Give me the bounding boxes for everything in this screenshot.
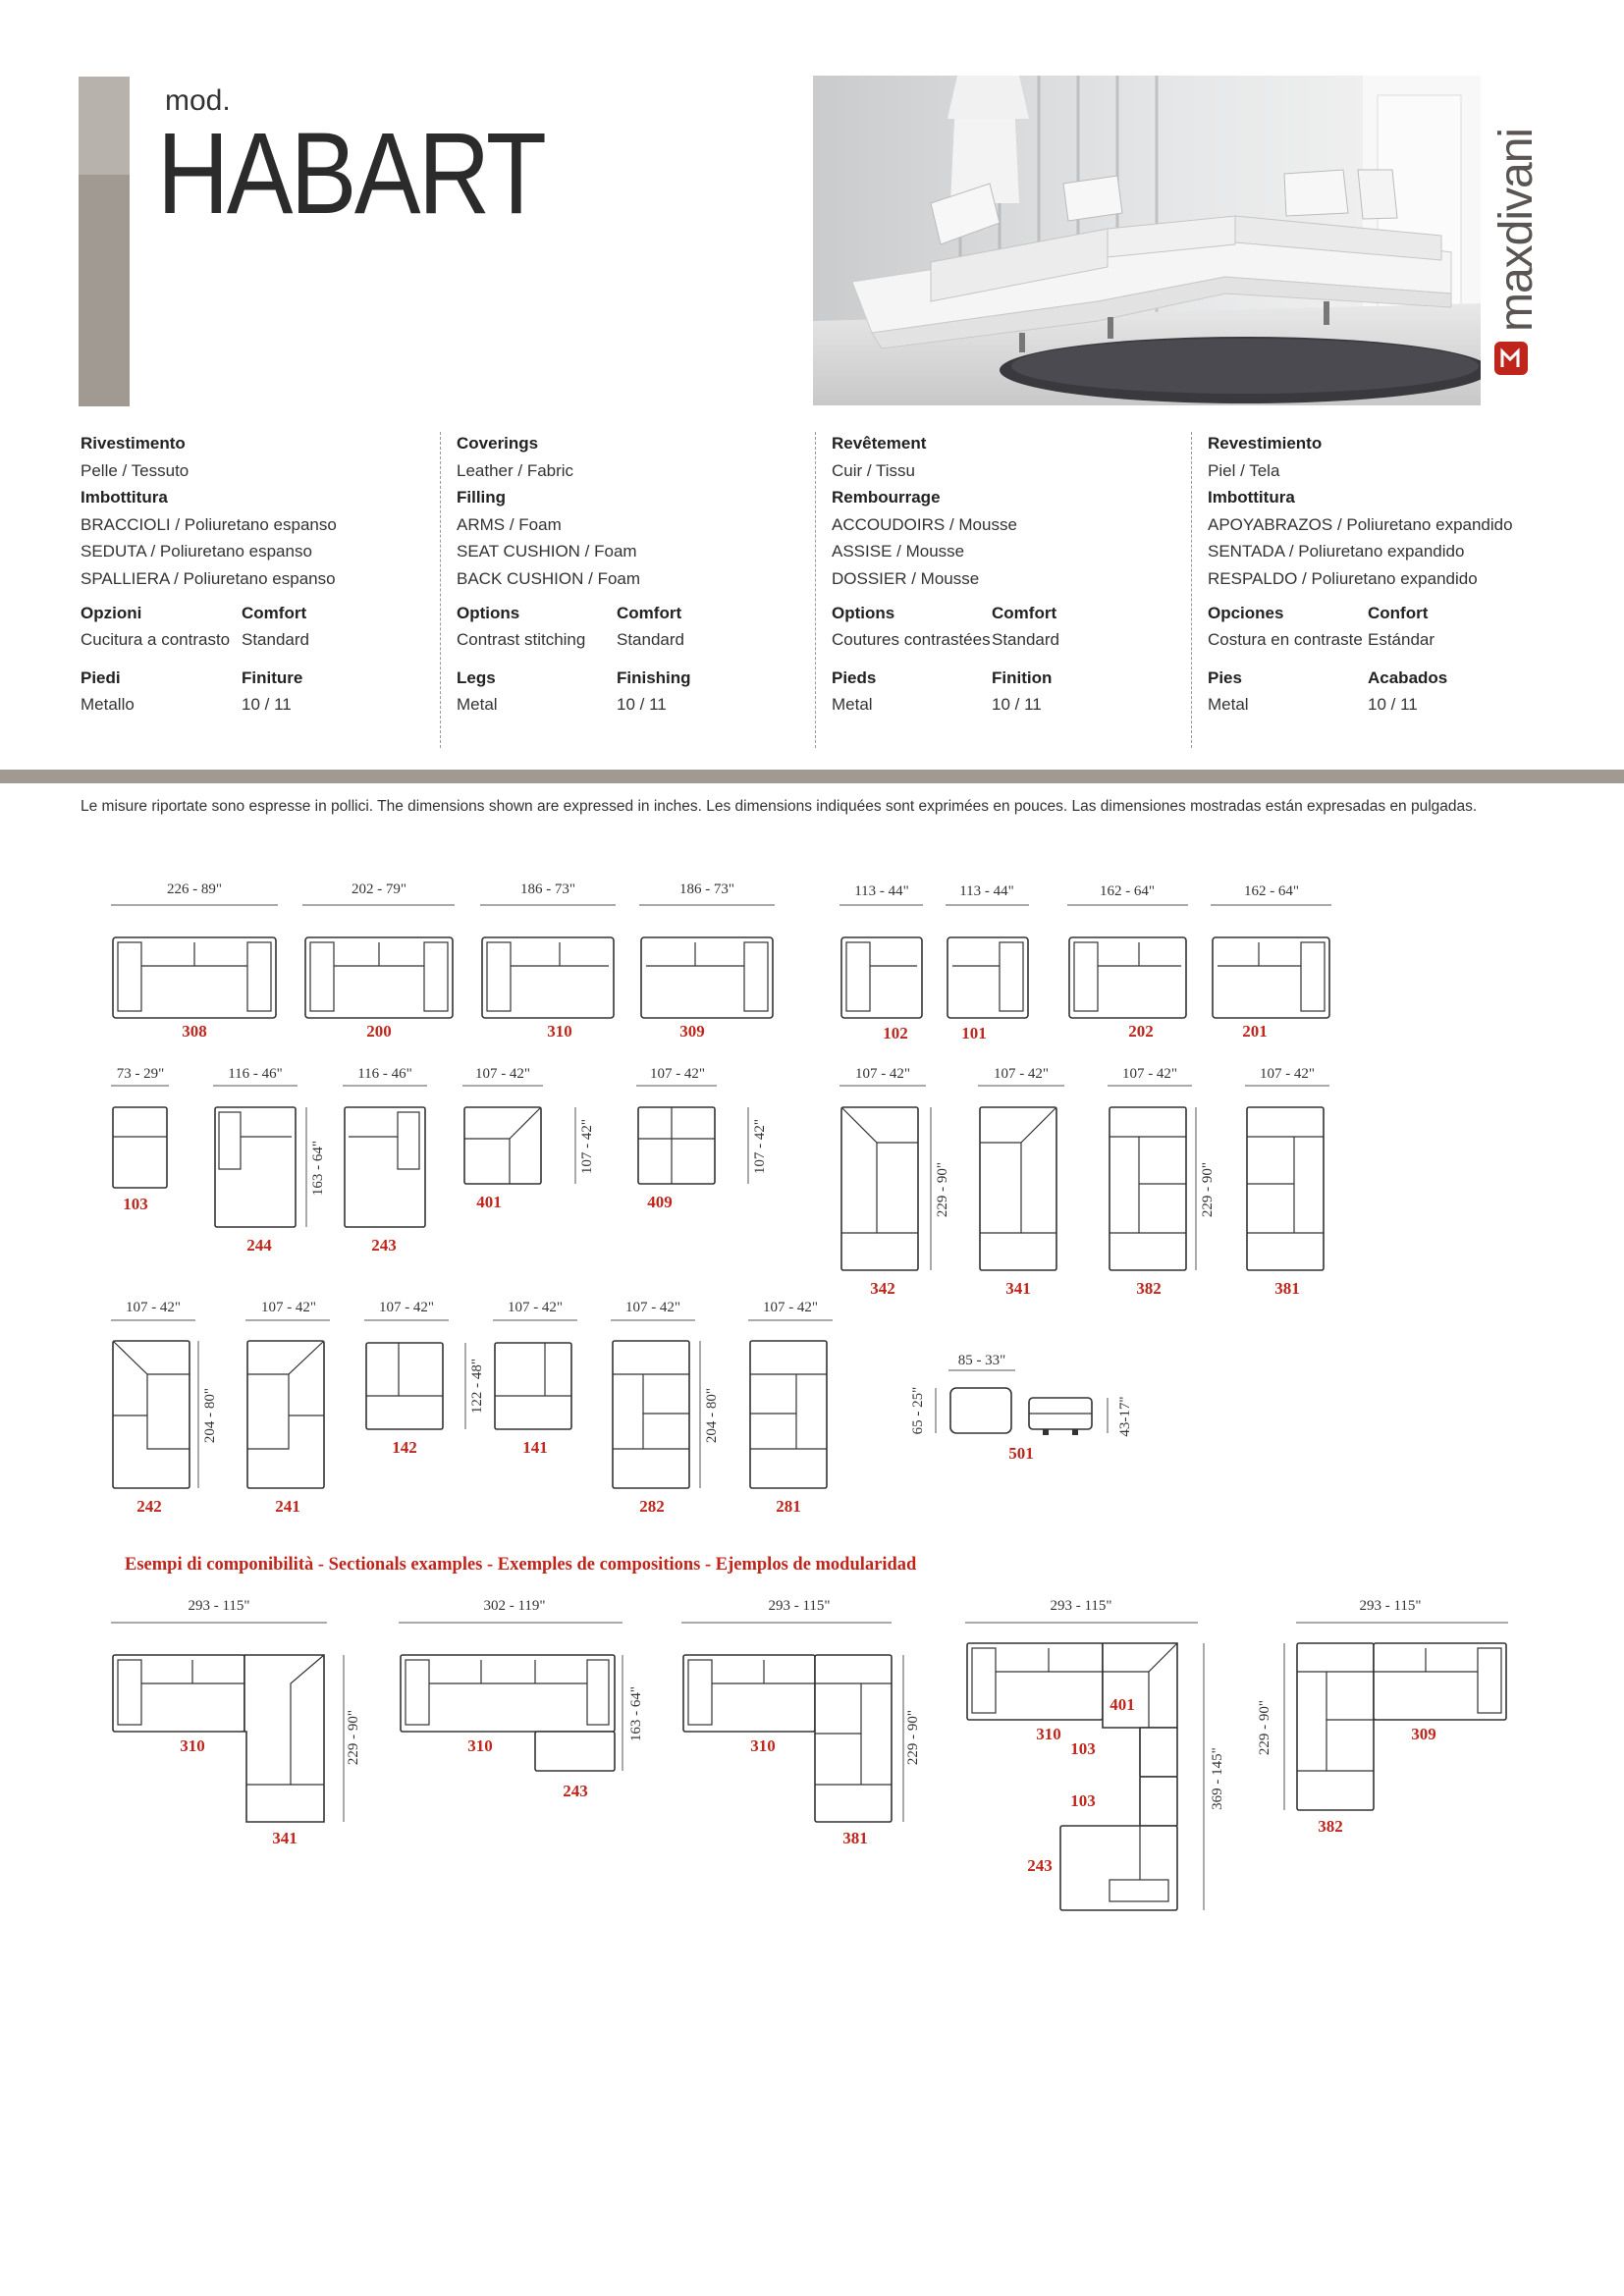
module-244 xyxy=(213,1066,298,1255)
legs-value: Metal xyxy=(457,695,498,715)
covering-title: Revêtement xyxy=(832,434,927,453)
module-code: 243 xyxy=(563,1782,588,1800)
example-3 xyxy=(681,1598,921,1847)
width-label: 107 - 42" xyxy=(1259,1066,1316,1082)
depth-label: 229 - 90" xyxy=(1257,1699,1272,1756)
options-value: Costura en contraste xyxy=(1208,630,1363,650)
width-label: 162 - 64" xyxy=(1099,883,1156,899)
finishing-title: Finition xyxy=(992,667,1053,687)
module-code: 310 xyxy=(467,1736,493,1755)
width-label: 116 - 46" xyxy=(228,1066,283,1082)
width-label: 293 - 115" xyxy=(188,1598,250,1614)
module-200 xyxy=(302,881,455,1041)
width-label: 107 - 42" xyxy=(854,1066,911,1082)
depth-label: 204 - 80" xyxy=(704,1387,720,1444)
filling-line: SEAT CUSHION / Foam xyxy=(457,542,637,561)
module-309 xyxy=(639,881,775,1041)
width-label: 202 - 79" xyxy=(351,881,407,897)
dimensions-notice: Le misure riportate sono espresse in pollici. The dimensions shown are expressed in inches. Les dimensions indiquées sont exprimées en pouces. Las dimensiones mostradas están expresadas en pulgadas. xyxy=(81,798,1478,815)
module-202 xyxy=(1067,883,1188,1041)
finishing-title: Finiture xyxy=(242,667,303,687)
module-code: 382 xyxy=(1136,1279,1162,1298)
module-282 xyxy=(611,1300,720,1516)
options-value: Coutures contrastées xyxy=(832,630,991,650)
filling-line: ACCOUDOIRS / Mousse xyxy=(832,514,1017,534)
filling-line: ARMS / Foam xyxy=(457,514,562,534)
legs-value: Metallo xyxy=(81,695,135,715)
covering-value: Pelle / Tessuto xyxy=(81,460,189,480)
width-label: 107 - 42" xyxy=(993,1066,1050,1082)
module-code: 382 xyxy=(1318,1817,1343,1836)
width-label: 293 - 115" xyxy=(1050,1598,1112,1614)
width-label: 302 - 119" xyxy=(483,1598,546,1614)
depth-label: 204 - 80" xyxy=(202,1387,218,1444)
module-241 xyxy=(245,1300,330,1516)
module-code: 310 xyxy=(1036,1725,1061,1743)
comfort-title: Comfort xyxy=(992,603,1057,622)
width-label: 85 - 33" xyxy=(957,1353,1006,1368)
depth-label: 65 - 25" xyxy=(910,1386,926,1435)
legs-title: Pies xyxy=(1208,667,1242,687)
width-label: 107 - 42" xyxy=(649,1066,706,1082)
module-101 xyxy=(946,883,1029,1042)
options-title: Options xyxy=(832,603,895,622)
finishing-value: 10 / 11 xyxy=(617,695,667,715)
module-code: 309 xyxy=(679,1022,705,1041)
module-code: 309 xyxy=(1411,1725,1436,1743)
module-381 xyxy=(1245,1066,1329,1298)
module-code: 281 xyxy=(776,1497,801,1516)
module-code: 241 xyxy=(275,1497,300,1516)
covering-value: Cuir / Tissu xyxy=(832,460,916,480)
width-label: 293 - 115" xyxy=(1359,1598,1422,1614)
width-label: 226 - 89" xyxy=(166,881,223,897)
legs-title: Pieds xyxy=(832,667,877,687)
module-342 xyxy=(839,1066,950,1298)
width-label: 293 - 115" xyxy=(768,1598,831,1614)
filling-line: SENTADA / Poliuretano expandido xyxy=(1208,542,1465,561)
module-code: 142 xyxy=(392,1438,417,1457)
filling-line: DOSSIER / Mousse xyxy=(832,568,980,588)
width-label: 107 - 42" xyxy=(1121,1066,1178,1082)
module-281 xyxy=(748,1300,833,1516)
module-501 xyxy=(910,1353,1133,1463)
width-label: 113 - 44" xyxy=(959,883,1014,899)
height-label: 43-17" xyxy=(1117,1396,1133,1437)
module-code: 101 xyxy=(961,1024,987,1042)
covering-title: Coverings xyxy=(457,434,539,453)
module-code: 381 xyxy=(1274,1279,1300,1298)
module-code: 310 xyxy=(750,1736,776,1755)
legs-title: Legs xyxy=(457,667,496,687)
comfort-value: Standard xyxy=(242,630,309,650)
module-code: 401 xyxy=(476,1193,502,1211)
covering-title: Rivestimento xyxy=(81,434,186,453)
module-code: 310 xyxy=(547,1022,572,1041)
depth-label: 369 - 145" xyxy=(1210,1747,1225,1810)
module-code: 242 xyxy=(136,1497,162,1516)
width-label: 113 - 44" xyxy=(854,883,909,899)
depth-label: 163 - 64" xyxy=(628,1685,644,1742)
legs-value: Metal xyxy=(1208,695,1249,715)
module-409 xyxy=(636,1066,768,1211)
depth-label: 229 - 90" xyxy=(935,1161,950,1218)
model-name: HABART xyxy=(157,109,545,239)
options-title: Options xyxy=(457,603,520,622)
covering-title: Revestimiento xyxy=(1208,434,1323,453)
legs-value: Metal xyxy=(832,695,873,715)
width-label: 73 - 29" xyxy=(116,1066,165,1082)
comfort-value: Estándar xyxy=(1368,630,1435,650)
example-2 xyxy=(399,1598,644,1800)
depth-label: 122 - 48" xyxy=(469,1358,485,1415)
comfort-title: Comfort xyxy=(617,603,682,622)
covering-value: Leather / Fabric xyxy=(457,460,574,480)
module-201 xyxy=(1211,883,1331,1041)
options-title: Opciones xyxy=(1208,603,1284,622)
filling-line: BRACCIOLI / Poliuretano espanso xyxy=(81,514,337,534)
module-code: 501 xyxy=(1008,1444,1034,1463)
width-label: 107 - 42" xyxy=(507,1300,564,1315)
width-label: 186 - 73" xyxy=(678,881,735,897)
module-code: 341 xyxy=(272,1829,298,1847)
width-label: 107 - 42" xyxy=(378,1300,435,1315)
filling-line: SEDUTA / Poliuretano espanso xyxy=(81,542,312,561)
module-code: 401 xyxy=(1110,1695,1135,1714)
width-label: 107 - 42" xyxy=(125,1300,182,1315)
filling-line: SPALLIERA / Poliuretano espanso xyxy=(81,568,336,588)
filling-line: ASSISE / Mousse xyxy=(832,542,965,561)
module-103 xyxy=(111,1066,169,1213)
depth-label: 229 - 90" xyxy=(905,1709,921,1766)
module-code: 103 xyxy=(1070,1739,1096,1758)
comfort-title: Comfort xyxy=(242,603,307,622)
comfort-value: Standard xyxy=(992,630,1059,650)
module-code: 202 xyxy=(1128,1022,1154,1041)
legs-title: Piedi xyxy=(81,667,121,687)
module-code: 342 xyxy=(870,1279,895,1298)
options-value: Cucitura a contrasto xyxy=(81,630,231,650)
finishing-value: 10 / 11 xyxy=(1368,695,1418,715)
filling-title: Filling xyxy=(457,488,507,507)
depth-label: 107 - 42" xyxy=(752,1118,768,1175)
comfort-value: Standard xyxy=(617,630,684,650)
depth-label: 107 - 42" xyxy=(579,1118,595,1175)
depth-label: 229 - 90" xyxy=(346,1709,361,1766)
module-141 xyxy=(493,1300,577,1457)
example-4 xyxy=(965,1598,1225,1910)
module-code: 103 xyxy=(1070,1791,1096,1810)
example-1 xyxy=(111,1598,361,1847)
options-value: Contrast stitching xyxy=(457,630,586,650)
module-code: 243 xyxy=(371,1236,397,1255)
module-code: 200 xyxy=(366,1022,392,1041)
options-title: Opzioni xyxy=(81,603,142,622)
filling-line: APOYABRAZOS / Poliuretano expandido xyxy=(1208,514,1513,534)
module-243 xyxy=(306,1066,427,1255)
module-code: 409 xyxy=(647,1193,673,1211)
module-242 xyxy=(111,1300,218,1516)
module-code: 381 xyxy=(842,1829,868,1847)
width-label: 186 - 73" xyxy=(519,881,576,897)
depth-label: 163 - 64" xyxy=(310,1140,326,1197)
example-5 xyxy=(1257,1598,1508,1836)
module-102 xyxy=(839,883,923,1042)
module-code: 103 xyxy=(123,1195,148,1213)
module-401 xyxy=(462,1066,595,1211)
filling-line: BACK CUSHION / Foam xyxy=(457,568,641,588)
module-code: 308 xyxy=(182,1022,207,1041)
width-label: 107 - 42" xyxy=(762,1300,819,1315)
module-308 xyxy=(111,881,278,1041)
module-code: 102 xyxy=(883,1024,908,1042)
module-code: 243 xyxy=(1027,1856,1053,1875)
filling-line: RESPALDO / Poliuretano expandido xyxy=(1208,568,1478,588)
covering-value: Piel / Tela xyxy=(1208,460,1280,480)
filling-title: Imbottitura xyxy=(81,488,168,507)
width-label: 107 - 42" xyxy=(260,1300,317,1315)
mod-label: mod. xyxy=(165,84,231,117)
width-label: 107 - 42" xyxy=(624,1300,681,1315)
module-code: 310 xyxy=(180,1736,205,1755)
module-382 xyxy=(1108,1066,1216,1298)
filling-title: Rembourrage xyxy=(832,488,941,507)
module-code: 282 xyxy=(639,1497,665,1516)
module-code: 201 xyxy=(1242,1022,1268,1041)
width-label: 116 - 46" xyxy=(357,1066,412,1082)
comfort-title: Confort xyxy=(1368,603,1429,622)
module-341 xyxy=(978,1066,1064,1298)
width-label: 162 - 64" xyxy=(1243,883,1300,899)
module-code: 141 xyxy=(522,1438,548,1457)
finishing-value: 10 / 11 xyxy=(242,695,292,715)
examples-title: Esempi di componibilità - Sectionals examples - Exemples de compositions - Ejemplos de modularidad xyxy=(125,1555,917,1575)
depth-label: 229 - 90" xyxy=(1200,1161,1216,1218)
finishing-value: 10 / 11 xyxy=(992,695,1042,715)
finishing-title: Finishing xyxy=(617,667,691,687)
finishing-title: Acabados xyxy=(1368,667,1448,687)
width-label: 107 - 42" xyxy=(474,1066,531,1082)
module-310 xyxy=(480,881,616,1041)
filling-title: Imbottitura xyxy=(1208,488,1295,507)
module-code: 244 xyxy=(246,1236,272,1255)
brand-name: maxdivani xyxy=(1490,128,1543,332)
module-142 xyxy=(364,1300,485,1457)
module-code: 341 xyxy=(1005,1279,1031,1298)
